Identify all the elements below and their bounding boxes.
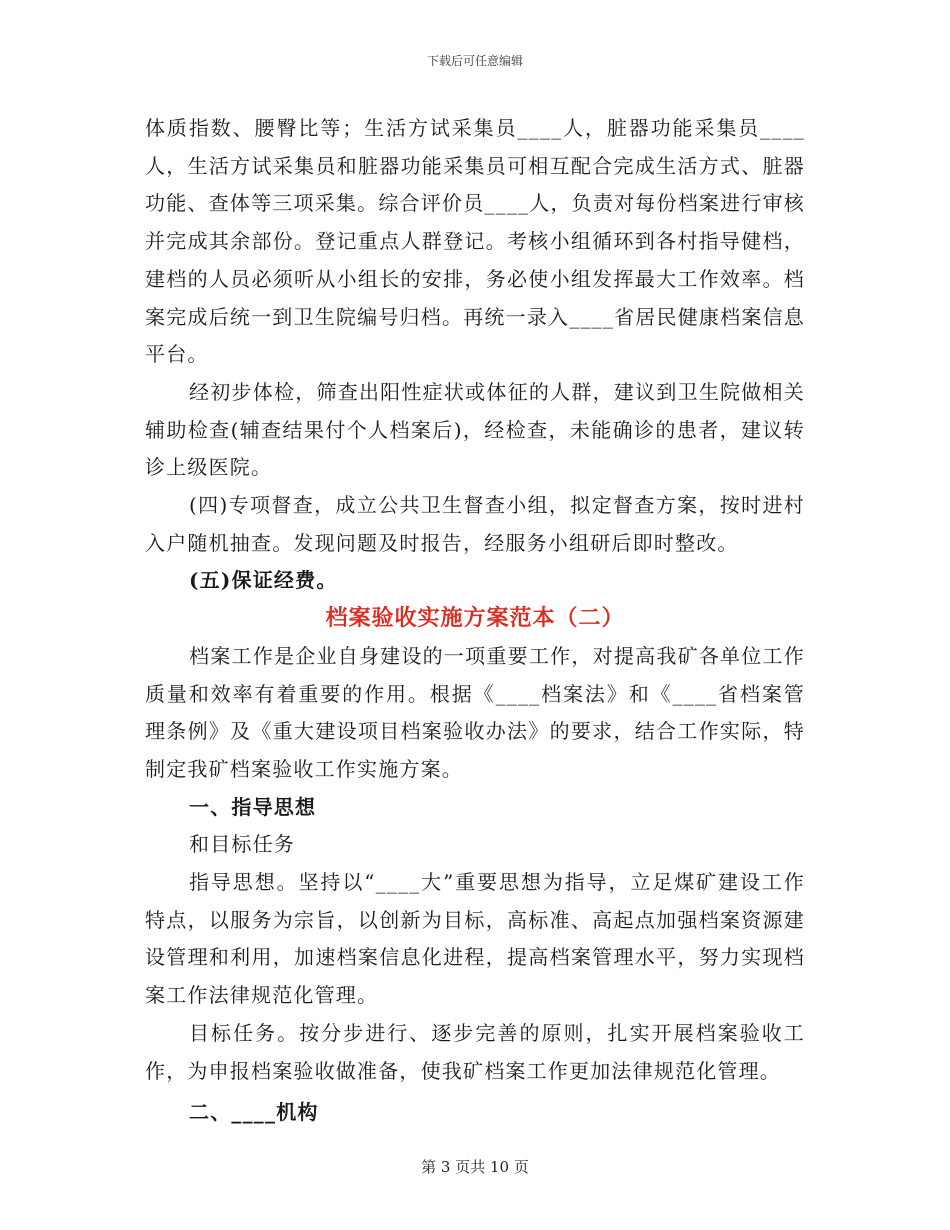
paragraph-screening: 经初步体检，筛查出阳性症状或体征的人群，建议到卫生院做相关辅助检查(辅查结果付个人档案后)，经检查，未能确诊的患者，建议转诊上级医院。 [145, 379, 805, 480]
heading-organization: 二、____机构 [189, 1100, 319, 1125]
paragraph-intro: 档案工作是企业自身建设的一项重要工作，对提高我矿各单位工作质量和效率有着重要的作用。根据《____档案法》和《____省档案管理条例》及《重大建设项目档案验收办法》的要求，结合工作实际，特制定我矿档案验收工作实施方案。 [145, 643, 805, 781]
heading-guiding-thought: 一、指导思想 [189, 794, 317, 819]
paragraph-guiding-thought: 指导思想。坚持以“____大”重要思想为指导，立足煤矿建设工作特点，以服务为宗旨，以创新为目标，高标准、高起点加强档案资源建设管理和利用，加速档案信息化进程，提高档案管理水平，努力实现档案工作法律规范化管理。 [145, 870, 805, 1008]
heading-funding: (五)保证经费。 [189, 568, 338, 593]
page-header: 下载后可任意编辑 [426, 54, 523, 68]
paragraph-supervision: (四)专项督查，成立公共卫生督查小组，拟定督查方案，按时进村入户随机抽查。发现问题及时报告，经服务小组研后即时整改。 [145, 493, 805, 555]
section-title: 档案验收实施方案范本（二） [325, 605, 625, 632]
page-footer: 第 3 页共 10 页 [421, 1158, 529, 1176]
paragraph-goals-label: 和目标任务 [189, 832, 295, 857]
paragraph-staffing: 体质指数、腰臀比等；生活方试采集员____人，脏器功能采集员____人，生活方试采集员和脏器功能采集员可相互配合完成生活方式、脏器功能、查体等三项采集。综合评价员____人，负责对每份档案进行审核并完成其余部份。登记重点人群登记。考核小组循环到各村指导健档，建档的人员必须听从小组长的安排，务必使小组发挥最大工作效率。档案完成后统一到卫生院编号归档。再统一录入____省居民健康档案信息平台。 [145, 116, 805, 367]
document-body [145, 110, 805, 1132]
paragraph-target-tasks: 目标任务。按分步进行、逐步完善的原则，扎实开展档案验收工作，为申报档案验收做准备，使我矿档案工作更加法律规范化管理。 [145, 1020, 805, 1083]
